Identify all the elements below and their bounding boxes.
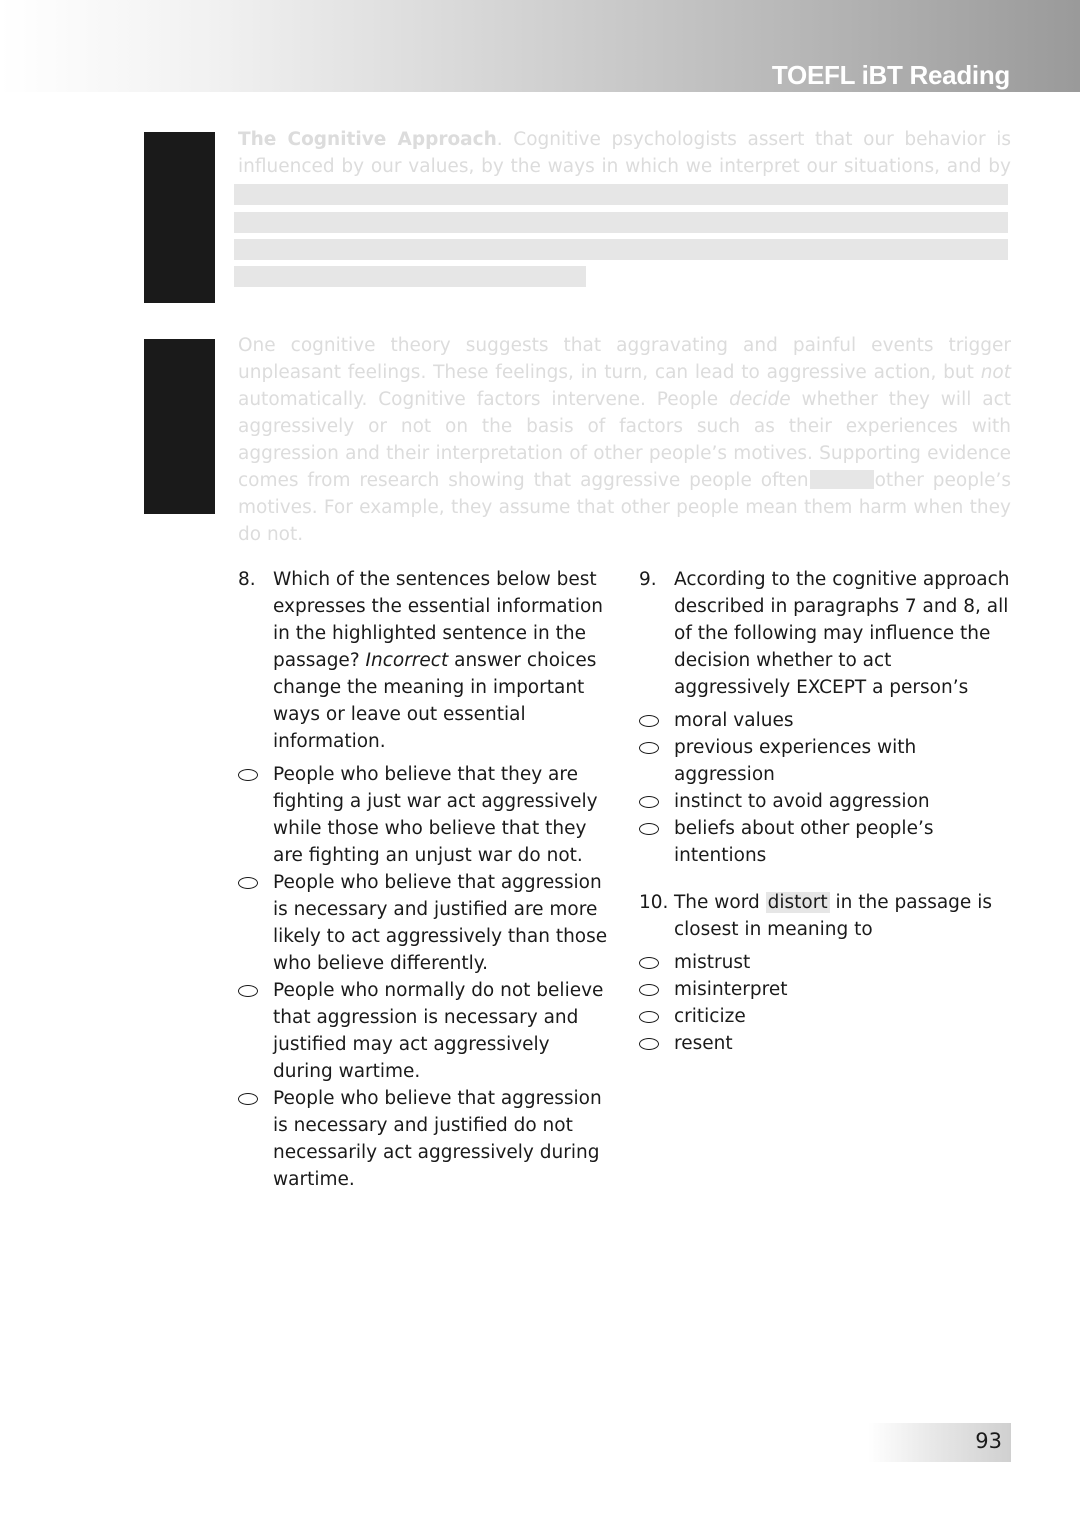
radio-oval-icon[interactable]: [639, 957, 659, 969]
question-8-prompt: [238, 566, 610, 755]
radio-oval-icon[interactable]: [639, 742, 659, 754]
header-title: TOEFL iBT Reading: [771, 60, 1010, 90]
redacted-line: [234, 266, 586, 287]
option-text: misinterpret: [674, 979, 788, 1000]
radio-oval-icon[interactable]: [639, 1011, 659, 1023]
option-text: resent: [674, 1033, 733, 1054]
radio-oval-icon[interactable]: [639, 1038, 659, 1050]
highlighted-word-blank: [810, 470, 874, 489]
question-8-option[interactable]: [238, 977, 610, 1085]
option-text: mistrust: [674, 952, 751, 973]
question-9-option[interactable]: [639, 707, 1011, 734]
radio-oval-icon[interactable]: [639, 823, 659, 835]
question-10-prompt: [639, 889, 1011, 943]
paragraph-7-marker: [144, 132, 215, 303]
page-number: 93: [975, 1429, 1002, 1453]
question-9-number: 9.: [639, 569, 657, 590]
option-text: instinct to avoid aggression: [674, 791, 930, 812]
option-text: People who believe that aggression is necessary and justified do not necessarily act aggressively during wartime.: [273, 1088, 602, 1190]
question-10-number: 10.: [639, 892, 669, 913]
radio-oval-icon[interactable]: [238, 1093, 258, 1105]
question-9-option[interactable]: [639, 815, 1011, 869]
option-text: People who believe that they are fighting a just war act aggressively while those who believe that they are fighting an unjust war do not.: [273, 764, 598, 866]
question-8-option[interactable]: [238, 761, 610, 869]
paragraph-8-emphasis-not: not: [980, 362, 1011, 383]
question-9-option[interactable]: [639, 788, 1011, 815]
question-8-text-b: answer choices change the meaning in important ways or leave out essential information.: [273, 650, 597, 752]
paragraph-8-text-3: whether they will act aggressively or not on the basis of factors such as their experiences with aggression and their interpretation of other people’s motives. Supporting evidence comes from research showing that aggressive people often: [238, 389, 1011, 491]
question-10-option[interactable]: [639, 1003, 1011, 1030]
question-9-text: According to the cognitive approach described in paragraphs 7 and 8, all of the following may influence the decision whether to act aggressively EXCEPT a person’s: [674, 569, 1010, 698]
question-10-text-a: The word: [674, 892, 766, 913]
option-text: People who believe that aggression is necessary and justified are more likely to act aggressively than those who believe differently.: [273, 872, 608, 974]
paragraph-8-emphasis-decide: decide: [729, 389, 791, 410]
paragraph-8: [238, 332, 1011, 548]
question-8: [238, 566, 610, 1193]
paragraph-8-text-1: One cognitive theory suggests that aggravating and painful events trigger unpleasant feelings. These feelings, in turn, can lead to aggressive action, but: [238, 335, 1011, 383]
paragraph-7-text: . Cognitive psychologists assert that our behavior is influenced by our values, by the ways in which we interpret our situations, and by: [238, 129, 1011, 177]
option-text: People who normally do not believe that aggression is necessary and justified may act aggressively during wartime.: [273, 980, 604, 1082]
redacted-line: [234, 239, 1008, 260]
question-9-option[interactable]: [639, 734, 1011, 788]
radio-oval-icon[interactable]: [639, 715, 659, 727]
redacted-line: [234, 184, 1008, 205]
question-10-option[interactable]: [639, 976, 1011, 1003]
paragraph-8-marker: [144, 339, 215, 514]
page-header: [0, 0, 1080, 92]
radio-oval-icon[interactable]: [238, 985, 258, 997]
radio-oval-icon[interactable]: [639, 796, 659, 808]
question-9-prompt: [639, 566, 1011, 701]
option-text: beliefs about other people’s intentions: [674, 818, 934, 866]
question-10-highlighted-word: distort: [767, 892, 828, 913]
question-8-option[interactable]: [238, 869, 610, 977]
page-number-box: [868, 1423, 1011, 1462]
paragraph-8-text-4: other people’s motives. For example, they assume that other people mean them harm when they do not.: [238, 470, 1011, 545]
radio-oval-icon[interactable]: [639, 984, 659, 996]
question-8-option[interactable]: [238, 1085, 610, 1193]
paragraph-7-heading: The Cognitive Approach: [238, 129, 497, 150]
question-10-option[interactable]: [639, 949, 1011, 976]
questions-9-10: [639, 566, 1011, 1057]
question-10-option[interactable]: [639, 1030, 1011, 1057]
question-10-text-b: in the passage is closest in meaning to: [674, 892, 992, 940]
question-8-text-emphasis: Incorrect: [365, 650, 449, 671]
option-text: previous experiences with aggression: [674, 737, 917, 785]
option-text: moral values: [674, 710, 794, 731]
radio-oval-icon[interactable]: [238, 769, 258, 781]
option-text: criticize: [674, 1006, 746, 1027]
radio-oval-icon[interactable]: [238, 877, 258, 889]
paragraph-8-text-2: automatically. Cognitive factors intervene. People: [238, 389, 730, 410]
redacted-line: [234, 212, 1008, 233]
question-8-number: 8.: [238, 569, 256, 590]
question-8-text-a: Which of the sentences below best expresses the essential information in the highlighted sentence in the passage?: [273, 569, 604, 671]
